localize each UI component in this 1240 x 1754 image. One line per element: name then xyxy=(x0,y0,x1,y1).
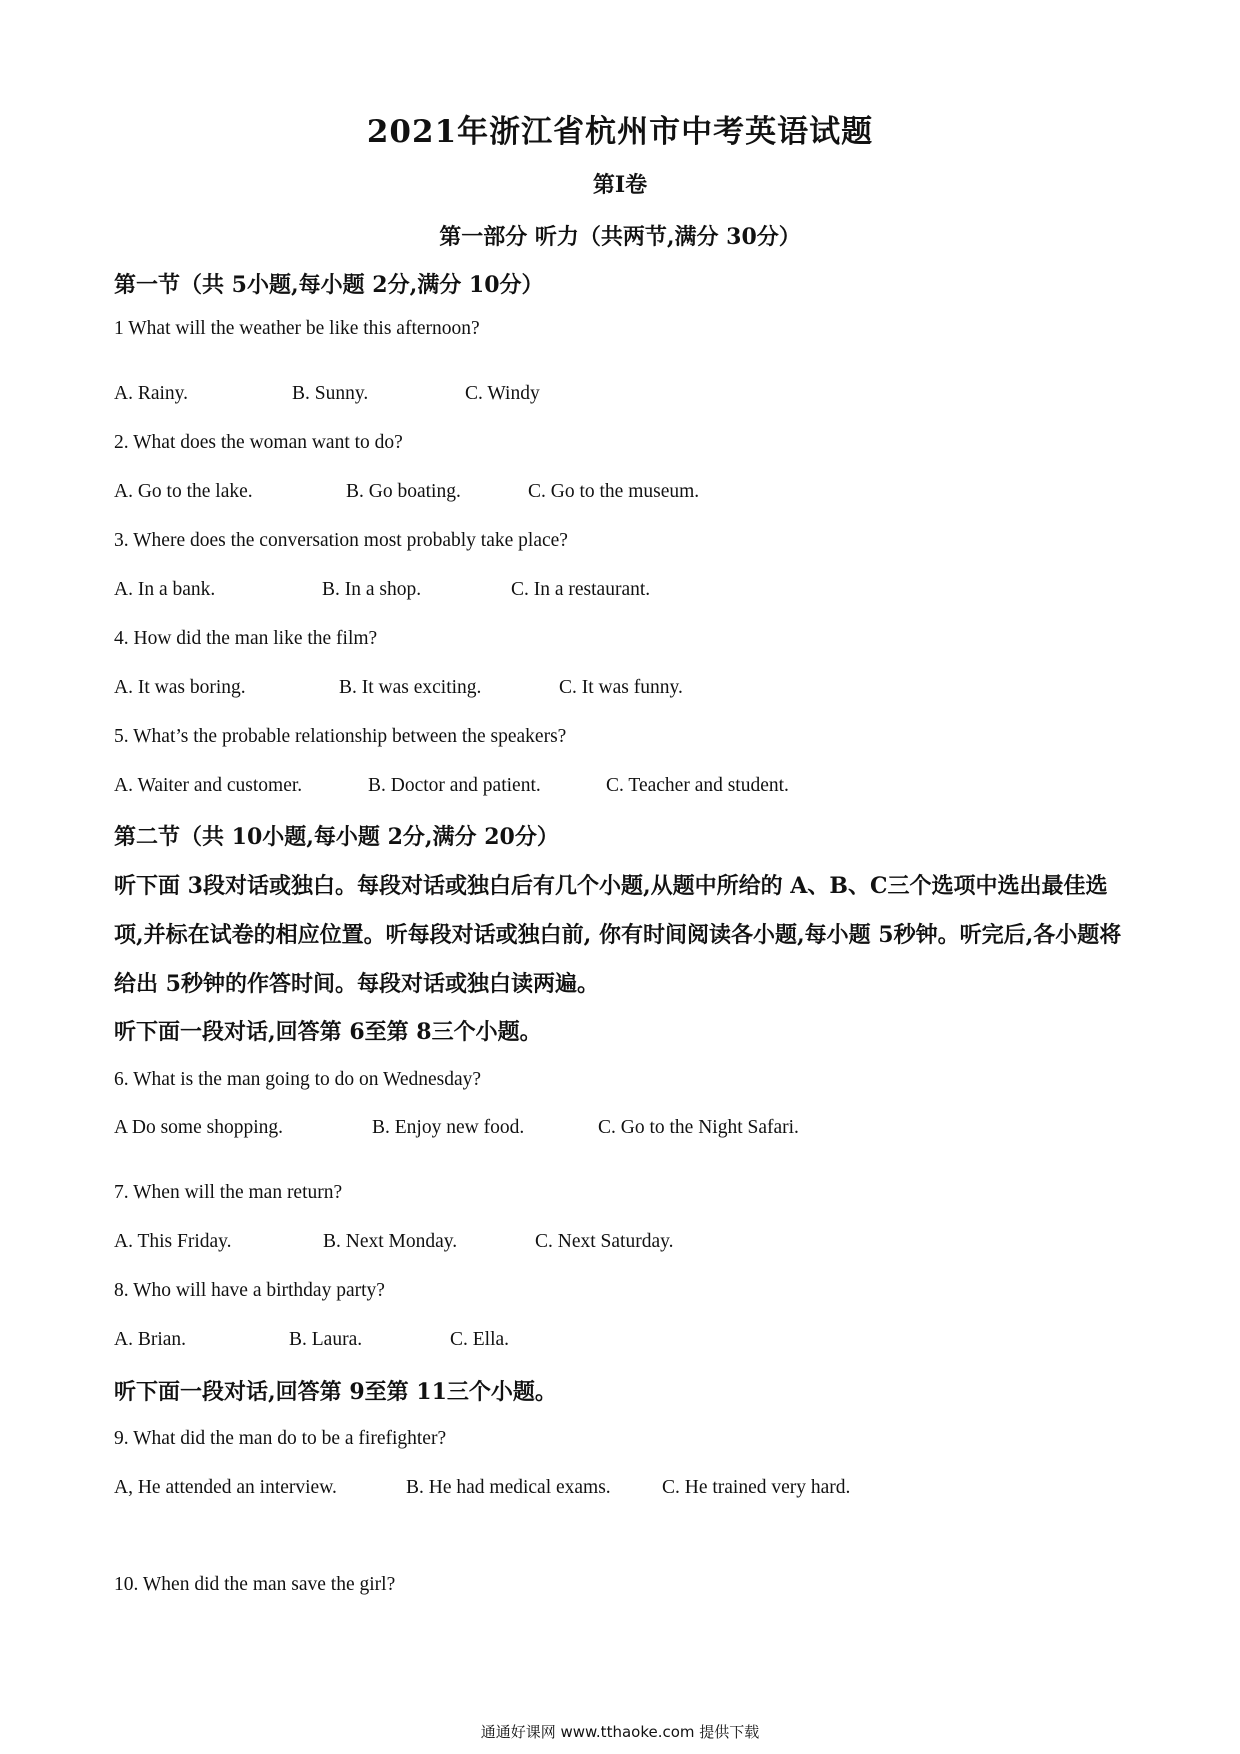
option-c: C. It was funny. xyxy=(559,677,683,698)
volume-heading: 第Ⅰ卷 xyxy=(592,172,648,198)
option-a: A. Brian. xyxy=(114,1329,187,1350)
option-b: B. It was exciting. xyxy=(339,677,482,698)
footer-source: 通通好课网 www.tthaoke.com 提供下载 xyxy=(480,1723,760,1741)
question-6: 6. What is the man going to do on Wednesday? xyxy=(114,1069,482,1090)
option-b: B. Sunny. xyxy=(292,383,369,404)
option-c: C. Go to the Night Safari. xyxy=(598,1117,799,1138)
question-5: 5. What’s the probable relationship between the speakers? xyxy=(114,726,567,747)
section-two-heading: 第二节（共 10小题,每小题 2分,满分 20分） xyxy=(114,824,559,850)
option-b: B. Next Monday. xyxy=(323,1231,458,1252)
question-3: 3. Where does the conversation most probably take place? xyxy=(114,530,568,551)
option-c: C. Go to the museum. xyxy=(528,481,700,502)
option-a: A. Waiter and customer. xyxy=(114,775,303,796)
option-b: B. Laura. xyxy=(289,1329,363,1350)
option-b: B. Go boating. xyxy=(346,481,461,502)
section-one-heading: 第一节（共 5小题,每小题 2分,满分 10分） xyxy=(114,272,544,298)
dialogue-2-intro: 听下面一段对话,回答第 9至第 11三个小题。 xyxy=(114,1379,557,1405)
option-a: A, He attended an interview. xyxy=(114,1477,337,1498)
option-c: C. Windy xyxy=(465,383,540,404)
option-c: C. Teacher and student. xyxy=(606,775,789,796)
question-9: 9. What did the man do to be a firefighter? xyxy=(114,1428,447,1449)
dialogue-1-intro: 听下面一段对话,回答第 6至第 8三个小题。 xyxy=(114,1019,542,1045)
question-1: 1 What will the weather be like this afternoon? xyxy=(114,318,480,339)
option-c: C. Next Saturday. xyxy=(535,1231,674,1252)
option-c: C. Ella. xyxy=(450,1329,510,1350)
option-b: B. Doctor and patient. xyxy=(368,775,541,796)
part-one-heading: 第一部分 听力（共两节,满分 30分） xyxy=(439,224,801,250)
option-a: A. In a bank. xyxy=(114,579,216,600)
option-a: A. Rainy. xyxy=(114,383,189,404)
option-a: A. This Friday. xyxy=(114,1231,232,1252)
page-title: 2021年浙江省杭州市中考英语试题 xyxy=(366,114,874,150)
question-2: 2. What does the woman want to do? xyxy=(114,432,403,453)
option-c: C. He trained very hard. xyxy=(662,1477,851,1498)
section-two-instructions: 听下面 3段对话或独白。每段对话或独白后有几个小题,从题中所给的 A、B、C三个选项中选出最佳选项,并标在试卷的相应位置。听每段对话或独白前, 你有时间阅读各小题,每小题 5秒钟。听完后,各小题将给出 5秒钟的作答时间。每段对话或独白读两遍。 xyxy=(114,873,1122,997)
question-10: 10. When did the man save the girl? xyxy=(114,1574,396,1595)
option-a: A. Go to the lake. xyxy=(114,481,253,502)
option-c: C. In a restaurant. xyxy=(511,579,651,600)
option-a: A. It was boring. xyxy=(114,677,246,698)
question-7: 7. When will the man return? xyxy=(114,1182,343,1203)
option-b: B. He had medical exams. xyxy=(406,1477,611,1498)
option-b: B. Enjoy new food. xyxy=(372,1117,525,1138)
question-8: 8. Who will have a birthday party? xyxy=(114,1280,385,1301)
option-b: B. In a shop. xyxy=(322,579,422,600)
question-4: 4. How did the man like the film? xyxy=(114,628,378,649)
option-a: A Do some shopping. xyxy=(114,1117,284,1138)
